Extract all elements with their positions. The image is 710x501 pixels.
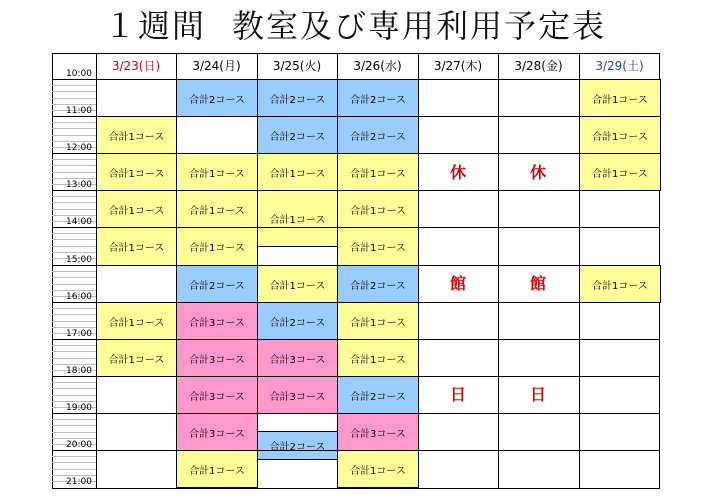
course-cell: 合計3コース — [257, 376, 338, 414]
time-tick — [52, 122, 96, 123]
course-cell: 合計2コース — [337, 265, 419, 303]
course-cell: 合計1コース — [579, 79, 661, 117]
grid-vline — [579, 53, 580, 489]
grid-hline — [96, 265, 660, 266]
time-tick — [52, 284, 96, 285]
course-cell: 合計1コース — [96, 116, 177, 154]
time-tick — [52, 450, 96, 451]
course-cell: 合計3コース — [257, 339, 338, 377]
grid-vline — [96, 53, 97, 489]
course-cell: 合計1コース — [96, 190, 177, 228]
closed-char-thu-3: 日 — [449, 385, 466, 404]
time-tick — [52, 178, 96, 179]
course-cell: 合計2コース — [337, 376, 419, 414]
course-cell: 合計1コース — [257, 190, 338, 247]
grid-hline — [96, 153, 660, 154]
time-tick — [52, 425, 96, 426]
time-tick — [52, 358, 96, 359]
time-tick — [52, 85, 96, 86]
time-tick — [52, 321, 96, 322]
course-cell: 合計1コース — [337, 339, 419, 377]
grid-vline — [418, 53, 419, 489]
time-tick — [52, 401, 96, 402]
time-label: 14:00 — [66, 217, 92, 227]
day-header-fri: 3/28(金) — [514, 59, 563, 73]
time-tick — [52, 227, 96, 228]
time-tick — [52, 388, 96, 389]
grid-hline — [96, 302, 660, 303]
grid-hline — [96, 376, 660, 377]
page-title — [0, 6, 710, 46]
time-tick — [52, 364, 96, 365]
time-tick — [52, 302, 96, 303]
course-cell: 合計2コース — [257, 431, 338, 460]
grid-hline — [96, 116, 660, 117]
time-tick — [52, 351, 96, 352]
course-cell: 合計1コース — [337, 450, 419, 488]
time-tick — [52, 128, 96, 129]
course-cell: 合計1コース — [96, 339, 177, 377]
grid-hline — [96, 79, 660, 80]
time-tick — [52, 252, 96, 253]
time-tick — [52, 271, 96, 272]
course-cell: 合計2コース — [176, 79, 258, 117]
day-header-sat: 3/29(土) — [595, 59, 644, 73]
time-tick — [52, 116, 96, 117]
grid-vline — [176, 53, 177, 489]
course-cell: 合計2コース — [257, 116, 338, 154]
time-tick — [52, 91, 96, 92]
time-tick — [52, 339, 96, 340]
time-tick — [52, 314, 96, 315]
time-tick — [52, 395, 96, 396]
time-label: 20:00 — [66, 440, 92, 450]
closed-char-thu-1: 休 — [449, 163, 466, 182]
time-tick — [52, 345, 96, 346]
time-label: 16:00 — [66, 292, 92, 302]
time-tick — [52, 202, 96, 203]
closed-char-fri-2: 館 — [529, 274, 546, 293]
course-cell: 合計1コース — [579, 153, 661, 191]
time-tick — [52, 265, 96, 266]
course-cell: 合計2コース — [257, 79, 338, 117]
course-cell: 合計1コース — [176, 190, 258, 228]
time-tick — [52, 277, 96, 278]
time-tick — [52, 104, 96, 105]
time-label: 17:00 — [66, 329, 92, 339]
course-cell: 合計1コース — [337, 302, 419, 340]
course-cell: 合計1コース — [96, 227, 177, 266]
closed-char-thu-2: 館 — [449, 274, 466, 293]
time-label: 13:00 — [66, 180, 92, 190]
time-label: 10:00 — [66, 69, 92, 79]
course-cell: 合計3コース — [176, 413, 258, 451]
day-header-tue: 3/25(火) — [272, 59, 322, 73]
time-label: 21:00 — [66, 477, 92, 487]
title-main: 教室及び専用利用予定表 — [232, 7, 607, 45]
course-cell: 合計1コース — [176, 153, 258, 191]
time-label: 15:00 — [66, 255, 92, 265]
time-tick — [52, 246, 96, 247]
course-cell: 合計2コース — [337, 79, 419, 117]
time-tick — [52, 159, 96, 160]
grid-hline — [96, 450, 660, 451]
time-tick — [52, 239, 96, 240]
time-label: 19:00 — [66, 403, 92, 413]
time-tick — [52, 141, 96, 142]
course-cell: 合計3コース — [337, 413, 419, 451]
time-tick — [52, 327, 96, 328]
time-tick — [52, 290, 96, 291]
course-cell: 合計1コース — [579, 116, 661, 154]
grid-hline — [96, 413, 660, 414]
course-cell: 合計3コース — [176, 339, 258, 377]
course-cell: 合計1コース — [96, 153, 177, 191]
time-tick — [52, 98, 96, 99]
time-tick — [52, 165, 96, 166]
grid-vline — [498, 53, 499, 489]
grid-hline — [96, 339, 660, 340]
time-tick — [52, 413, 96, 414]
day-header-wed: 3/26(水) — [353, 59, 402, 73]
course-cell: 合計1コース — [96, 302, 177, 340]
time-tick — [52, 196, 96, 197]
time-tick — [52, 308, 96, 309]
grid-hline — [96, 227, 660, 228]
time-tick — [52, 382, 96, 383]
grid-vline — [337, 53, 338, 489]
time-tick — [52, 172, 96, 173]
grid-hline — [96, 190, 660, 191]
closed-char-fri-3: 日 — [529, 385, 546, 404]
course-cell: 合計3コース — [176, 302, 258, 340]
course-cell: 合計1コース — [257, 153, 338, 191]
course-cell: 合計1コース — [579, 265, 661, 303]
time-column — [52, 69, 96, 489]
time-tick — [52, 475, 96, 476]
course-cell: 合計1コース — [337, 153, 419, 191]
time-tick — [52, 376, 96, 377]
time-tick — [52, 469, 96, 470]
course-cell: 合計1コース — [337, 190, 419, 228]
grid-vline — [257, 53, 258, 489]
time-label: 18:00 — [66, 366, 92, 376]
time-tick — [52, 432, 96, 433]
course-cell: 合計1コース — [257, 265, 338, 303]
day-header-sun: 3/23(日) — [111, 59, 161, 73]
closed-char-fri-1: 休 — [529, 163, 546, 182]
time-tick — [52, 462, 96, 463]
day-header-mon: 3/24(月) — [192, 59, 241, 73]
time-label: 11:00 — [66, 106, 92, 116]
time-tick — [52, 190, 96, 191]
time-label: 12:00 — [66, 143, 92, 153]
course-cell: 合計2コース — [257, 302, 338, 340]
course-cell: 合計2コース — [176, 265, 258, 303]
time-tick — [52, 209, 96, 210]
course-cell: 合計1コース — [176, 450, 258, 488]
title-week: １週間 — [103, 7, 206, 45]
course-cell: 合計2コース — [337, 116, 419, 154]
course-cell: 合計3コース — [176, 376, 258, 414]
time-tick — [52, 233, 96, 234]
time-tick — [52, 79, 96, 80]
day-header-thu: 3/27(木) — [433, 59, 483, 73]
course-cell: 合計1コース — [337, 227, 419, 266]
time-tick — [52, 438, 96, 439]
time-tick — [52, 456, 96, 457]
time-tick — [52, 419, 96, 420]
time-tick — [52, 215, 96, 216]
time-tick — [52, 135, 96, 136]
time-tick — [52, 153, 96, 154]
course-cell: 合計1コース — [176, 227, 258, 266]
